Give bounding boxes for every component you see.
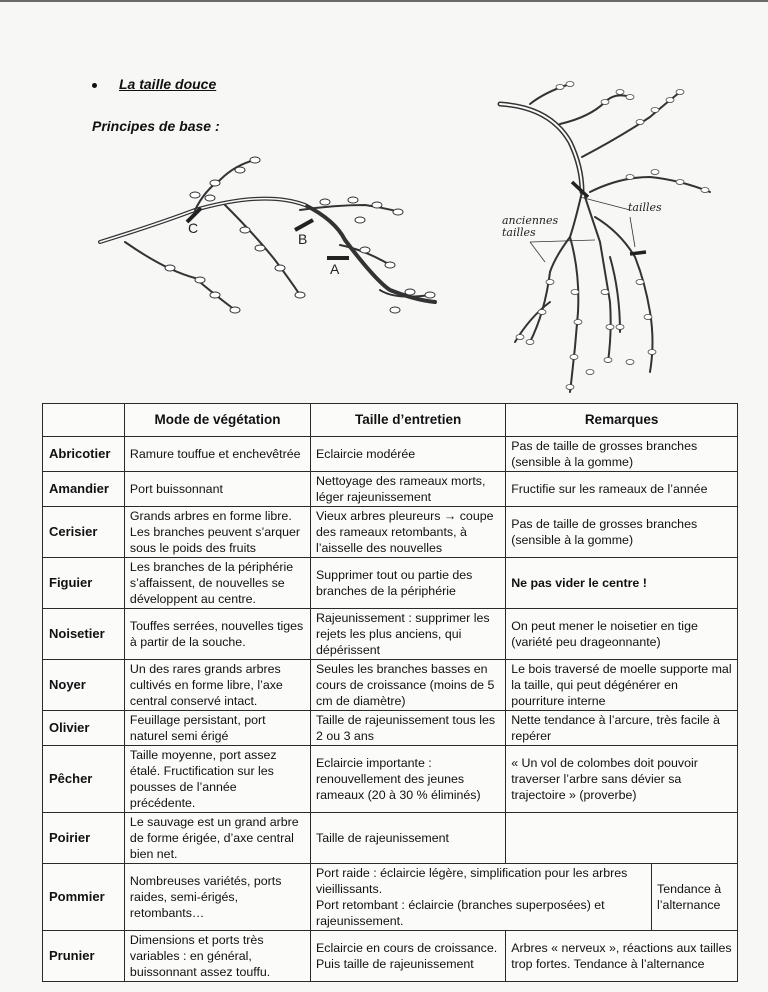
cut-label-b: B [298,231,308,247]
mode-cell: Le sauvage est un grand arbre de forme érigée, d’axe central bien net. [124,813,310,864]
scan-edge [0,0,768,2]
table-row [43,609,738,660]
old-cuts-label-line2: tailles [502,226,536,239]
branch-illustration-abc [95,150,445,330]
species-cell: Poirier [43,813,125,864]
header-empty [43,404,125,437]
taille-cell [311,864,652,931]
cut-label-a: A [330,261,340,277]
table-row [43,931,738,982]
table-row [43,660,738,711]
species-cell: Amandier [43,472,125,507]
species-cell: Pommier [43,864,125,931]
remarques-cell [506,813,738,864]
weeping-branch-illustration [470,62,730,402]
taille-cell: Nettoyage des rameaux morts, léger rajeunissement [311,472,506,507]
remarques-cell: « Un vol de colombes doit pouvoir traverser l’arbre sans dévier sa trajectoire » (proverbe) [506,746,738,813]
species-cell: Noisetier [43,609,125,660]
species-cell: Abricotier [43,437,125,472]
table-row [43,437,738,472]
mode-cell: Grands arbres en forme libre. Les branches peuvent s’arquer sous le poids des fruits [124,507,310,558]
header-mode: Mode de végétation [124,404,310,437]
mode-cell: Un des rares grands arbres cultivés en forme libre, l’axe central conservé intact. [124,660,310,711]
remarques-cell: Ne pas vider le centre ! [506,558,738,609]
table-row [43,472,738,507]
table-row [43,558,738,609]
remarques-cell: Tendance à l’alternance [652,864,738,931]
header-remarques: Remarques [506,404,738,437]
mode-cell: Ramure touffue et enchevêtrée [124,437,310,472]
subtitle: Principes de base : [92,118,220,134]
mode-cell: Feuillage persistant, port naturel semi érigé [124,711,310,746]
species-cell: Prunier [43,931,125,982]
taille-cell: Seules les branches basses en cours de croissance (moins de 5 cm de diamètre) [311,660,506,711]
mode-cell: Touffes serrées, nouvelles tiges à partir de la souche. [124,609,310,660]
taille-cell: Supprimer tout ou partie des branches de la périphérie [311,558,506,609]
taille-cell: Eclaircie modérée [311,437,506,472]
taille-cell: Taille de rajeunissement [311,813,506,864]
taille-line-1: Port raide : éclaircie légère, simplification pour les arbres vieillissants. [316,866,628,896]
cut-label-c: C [188,220,199,236]
old-cuts-label-line1: anciennes [502,214,559,227]
mode-cell: Nombreuses variétés, ports raides, semi-érigés, retombants… [124,864,310,931]
mode-cell: Taille moyenne, port assez étalé. Fructification sur les pousses de l’année précédente. [124,746,310,813]
taille-line-2: Port retombant : éclaircie (branches superposées) et rajeunissement. [316,898,605,928]
table-row [43,813,738,864]
remarques-cell: Pas de taille de grosses branches (sensible à la gomme) [506,437,738,472]
table-header-row [43,404,738,437]
pruning-table [42,403,738,982]
remarques-cell: Arbres « nerveux », réactions aux tailles trop fortes. Tendance à l’alternance [506,931,738,982]
mode-cell: Port buissonnant [124,472,310,507]
table-row [43,711,738,746]
header-taille: Taille d’entretien [311,404,506,437]
table-row [43,864,738,931]
taille-cell: Eclaircie en cours de croissance. Puis taille de rajeunissement [311,931,506,982]
bullet-icon [92,83,97,88]
remarques-cell: Fructifie sur les rameaux de l’année [506,472,738,507]
table-row [43,746,738,813]
mode-cell: Dimensions et ports très variables : en général, buissonnant assez touffu. [124,931,310,982]
cuts-label: tailles [628,201,662,214]
species-cell: Cerisier [43,507,125,558]
species-cell: Noyer [43,660,125,711]
branch-drawing-icon [95,150,445,330]
species-cell: Olivier [43,711,125,746]
species-cell: Pêcher [43,746,125,813]
remarques-cell: Pas de taille de grosses branches (sensible à la gomme) [506,507,738,558]
taille-cell: Vieux arbres pleureurs → coupe des rameaux retombants, à l’aisselle des nouvelles [311,507,506,558]
section-heading [92,76,216,92]
table-row [43,507,738,558]
taille-cell: Taille de rajeunissement tous les 2 ou 3 ans [311,711,506,746]
remarques-cell: Le bois traversé de moelle supporte mal la taille, qui peut dégénérer en pourriture interne [506,660,738,711]
remarques-cell: On peut mener le noisetier en tige (variété peu drageonnante) [506,609,738,660]
species-cell: Figuier [43,558,125,609]
remarques-cell: Nette tendance à l’arcure, très facile à repérer [506,711,738,746]
section-title: La taille douce [119,76,217,92]
taille-cell: Rajeunissement : supprimer les rejets les plus anciens, qui dépérissent [311,609,506,660]
mode-cell: Les branches de la périphérie s’affaissent, de nouvelles se développent au centre. [124,558,310,609]
taille-cell: Eclaircie importante : renouvellement des jeunes rameaux (20 à 30 % éliminés) [311,746,506,813]
